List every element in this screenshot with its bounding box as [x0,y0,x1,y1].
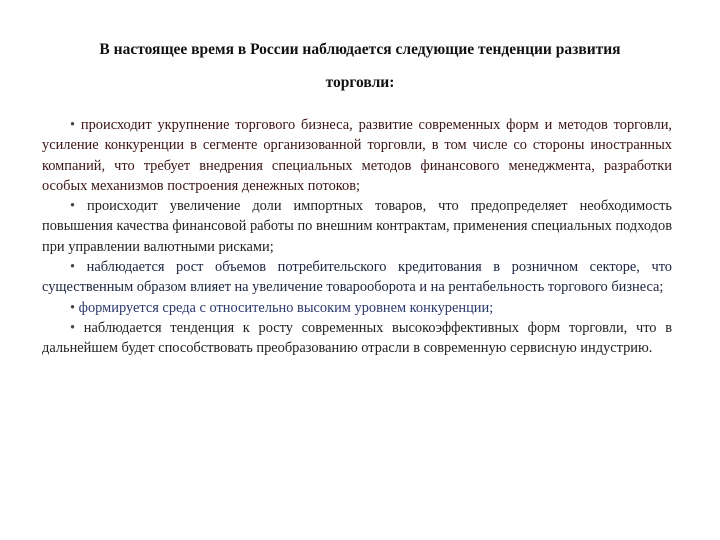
trends-list [42,115,672,359]
list-item [42,257,672,298]
list-item-text: формируется среда с относительно высоким уровнем конкуренции; [78,299,494,316]
slide-title [40,33,680,99]
list-item-text: наблюдается тенденция к росту современных высокоэффективных форм торговли, что в дальнейшем будет способствовать преобразованию отрасли в современную сервисную индустрию. [42,319,672,357]
bullet-icon: • [70,319,76,336]
list-item-text: наблюдается рост объемов потребительского кредитования в розничном секторе, что существенным образом влияет на увеличение товарооборота и на рентабельность торгового бизнеса; [42,259,672,296]
bullet-icon: • [70,117,76,133]
bullet-icon: • [70,259,76,276]
list-item-text: происходит укрупнение торгового бизнеса, развитие современных форм и методов торговли, усиление конкуренции в сегменте организованной торговли, в том числе со стороны иностранных компаний, что требует внедрения специальных методов финансового менеджмента, разработки особых механизмов построения денежных потоков; [42,117,672,194]
list-item [42,318,672,359]
title-line-2: торговли: [325,74,395,91]
list-item [42,298,672,318]
list-item [42,196,672,257]
title-line-1: В настоящее время в России наблюдается следующие тенденции развития [99,41,621,58]
list-item [42,115,672,196]
list-item-text: происходит увеличение доли импортных товаров, что предопределяет необходимость повышения качества финансовой работы по внешним контрактам, применения специальных подходов при управлении валютными рисками; [42,198,672,255]
bullet-icon: • [70,198,76,215]
bullet-icon: • [70,299,76,316]
